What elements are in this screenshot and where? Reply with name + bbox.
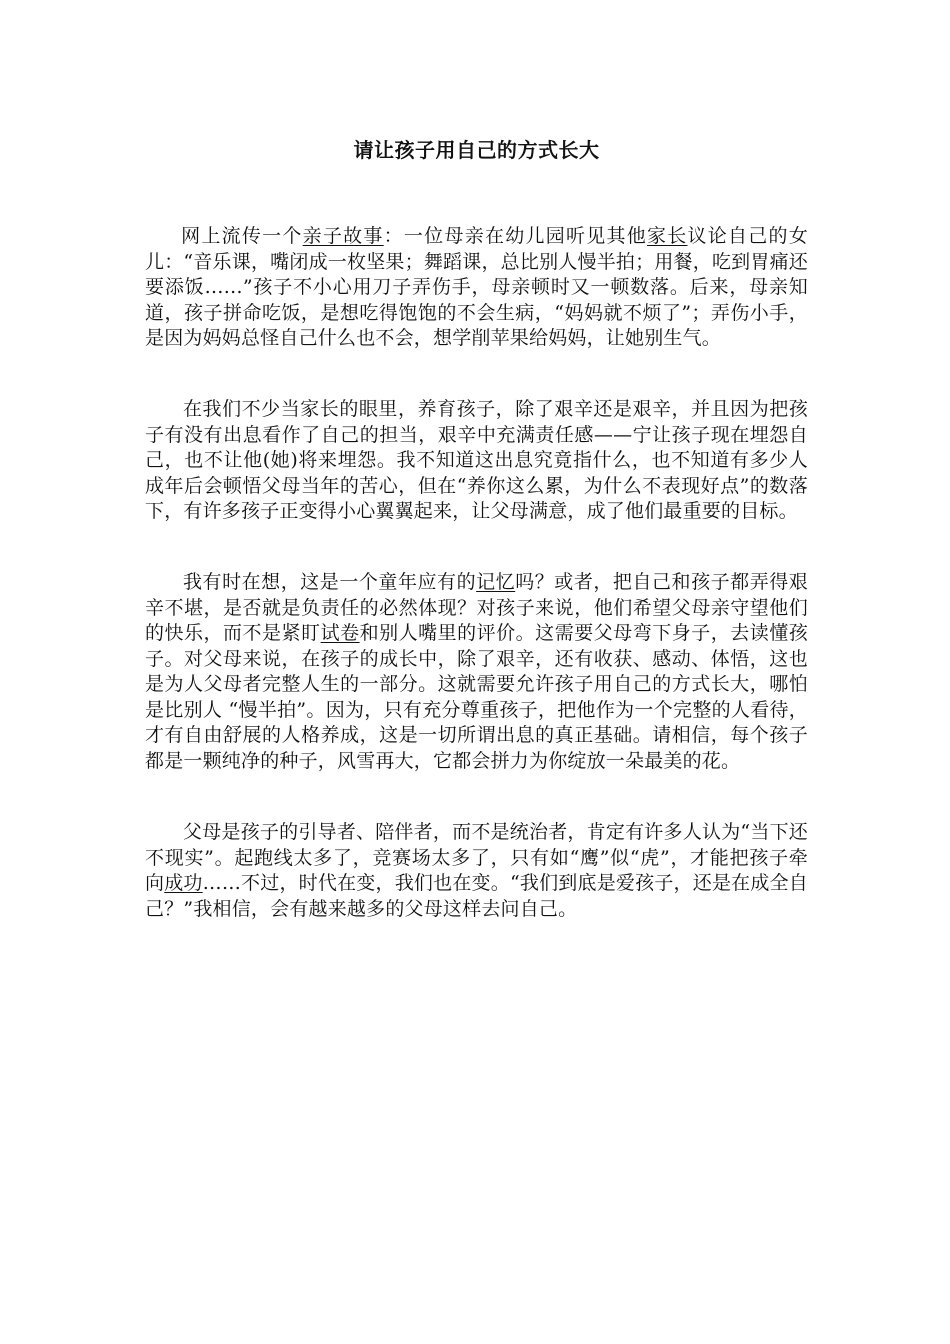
paragraph-3-text: 吗？或者，把自己和孩子都弄得艰辛不堪，是否就是负责任的必然体现？对孩子来说，他们希望父母亲守望他们的快乐，而不是紧盯: [145, 571, 808, 644]
paragraph-1-text: 网上流传一个: [181, 225, 303, 247]
paragraph-4-text: ……不过，时代在变，我们也在变。“我们到底是爱孩子，还是在成全自己？”我相信，会有越来越多的父母这样去问自己。: [145, 872, 808, 920]
paragraph-4-text: 父母是孩子的引导者、陪伴者，而不是统治者，肯定有许多人认为“当下还不现实”。起跑线太多了，竞赛场太多了，只有如“鹰”似“虎”，才能把孩子牵向: [145, 821, 808, 894]
paragraph-2-text: 在我们不少当家长的眼里，养育孩子，除了艰辛还是艰辛，并且因为把孩子有没有出息看作了自己的担当，艰辛中充满责任感——宁让孩子现在埋怨自己，也不让他(她)将来埋怨。我不知道这出息究竟指什么，也不知道有多少人成年后会顿悟父母当年的苦心，但在“养你这么累，为什么不表现好点”的数落下，有许多孩子正变得小心翼翼起来，让父母满意，成了他们最重要的目标。: [145, 398, 808, 522]
paragraph-3-text: 我有时在想，这是一个童年应有的: [183, 571, 477, 593]
underlined-term-success: 成功: [164, 872, 203, 894]
paragraph-3: [145, 570, 808, 774]
paragraph-1-text: ：一位母亲在幼儿园听见其他: [383, 225, 647, 247]
paragraph-1: [145, 224, 808, 352]
underlined-term-parents: 家长: [647, 225, 688, 247]
paragraph-1-text: 议论自己的女儿：“音乐课，嘴闭成一枚坚果；舞蹈课，总比别人慢半拍；用餐，吃到胃痛还要添饭……”孩子不小心用刀子弄伤手，母亲顿时又一顿数落。后来，母亲知道，孩子拼命吃饭，是想吃得饱饱的不会生病，“妈妈就不烦了”；弄伤小手，是因为妈妈总怪自己什么也不会，想学削苹果给妈妈，让她别生气。: [145, 225, 808, 349]
underlined-term-exam-paper: 试卷: [320, 622, 360, 644]
underlined-term-memory: 记忆: [476, 571, 516, 593]
document-title: 请让孩子用自己的方式长大: [353, 138, 600, 162]
paragraph-4: [145, 820, 808, 922]
underlined-term-parent-child-story: 亲子故事: [302, 225, 384, 247]
paragraph-2: [145, 397, 808, 525]
paragraph-3-text: 和别人嘴里的评价。这需要父母弯下身子，去读懂孩子。对父母来说，在孩子的成长中，除了艰辛，还有收获、感动、体悟，这也是为人父母者完整人生的一部分。这就需要允许孩子用自己的方式长大，哪怕是比别人 “慢半拍”。因为，只有充分尊重孩子，把他作为一个完整的人看待，才有自由舒展的人格养成，这是一切所谓出息的真正基础。请相信，每个孩子都是一颗纯净的种子，风雪再大，它都会拼力为你绽放一朵最美的花。: [145, 622, 808, 772]
